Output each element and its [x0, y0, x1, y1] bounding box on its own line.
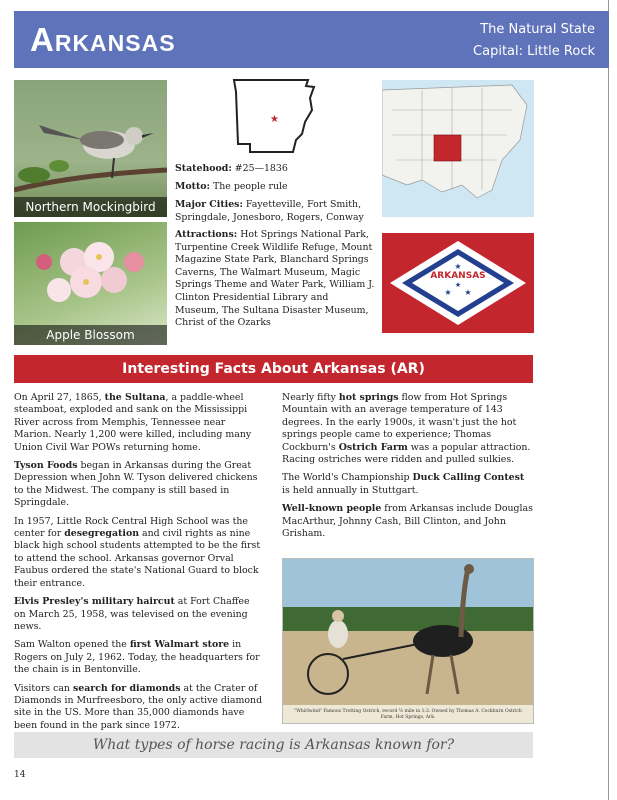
mockingbird-photo: [14, 80, 167, 217]
page-edge: [608, 0, 609, 800]
attractions: [175, 229, 375, 330]
us-location-map: [382, 80, 534, 217]
ostrich-caption: "Whirlwind" Famous Trotting Ostrich, record ½ mile in 1:3. Owned by Thomas A. Cockburn Ostrich Farm, Hot Springs, Ark.: [294, 709, 522, 720]
discussion-question: What types of horse racing is Arkansas known for?: [14, 732, 533, 758]
motto-value: The people rule: [213, 181, 288, 192]
svg-text:★: ★: [454, 281, 462, 289]
ostrich-illustration: [283, 559, 533, 705]
state-nickname: The Natural State: [480, 22, 595, 37]
header-banner: [14, 11, 609, 68]
facts-heading: Interesting Facts About Arkansas (AR): [14, 355, 533, 383]
fact-tyson: Tyson Foods began in Arkansas during the Great Depression when John W. Tyson delivered chickens to the Midwest. The company is still based in Springdale.: [14, 460, 258, 509]
fact-walmart: Sam Walton opened the first Walmart store in Rogers on July 2, 1962. Today, the headquarters for the chain is in Bentonville.: [14, 639, 260, 676]
facts-right-column: [282, 392, 534, 546]
svg-text:★: ★: [270, 114, 279, 125]
page-number: 14: [14, 770, 26, 780]
fact-duck-calling: The World's Championship Duck Calling Contest is held annually in Stuttgart.: [282, 472, 525, 496]
major-cities: [175, 199, 375, 224]
statehood-value: #25—1836: [234, 163, 288, 174]
fact-famous-people: Well-known people from Arkansas include Douglas MacArthur, Johnny Cash, Bill Clinton, and John Grisham.: [282, 503, 533, 540]
flower-caption: Apple Blossom: [14, 325, 167, 345]
facts-left-column: [14, 392, 264, 738]
state-flag: [382, 233, 534, 333]
attractions-label: Attractions:: [175, 229, 238, 240]
fact-diamonds: Visitors can search for diamonds at the Crater of Diamonds in Murfreesboro, the only active diamond site in the US. More than 35,000 diamonds have been found in the park since 1972.: [14, 682, 263, 731]
fact-hot-springs: Nearly fifty hot springs flow from Hot Springs Mountain with an average temperature of 143 degrees. In the early 1900s, it wasn't just the hot springs people came to experience; Thomas Cockburn's Ostrich Farm was a popular attraction. Racing ostriches were ridden and pulled sulkies.: [282, 392, 531, 466]
svg-text:★: ★: [454, 262, 462, 271]
cities-value: Fayetteville, Fort Smith, Springdale, Jonesboro, Rogers, Conway: [175, 199, 364, 223]
flag-text: ARKANSAS: [430, 271, 486, 281]
state-outline-map: [230, 78, 318, 158]
cities-label: Major Cities:: [175, 199, 243, 210]
fact-desegregation: In 1957, Little Rock Central High School was the center for desegregation and civil rights as nine black high school students attempted to be the first to attend the school. Arkansas governor Orval Faubus ordered the state's National Guard to block their entrance.: [14, 515, 261, 589]
ostrich-racing-photo: [282, 558, 534, 724]
statehood-label: Statehood:: [175, 163, 232, 174]
state-capital: Capital: Little Rock: [473, 44, 595, 59]
attractions-value: Hot Springs National Park, Turpentine Creek Wildlife Refuge, Mount Magazine State Park, Blanchard Springs Caverns, The Walmart Museum, Magic Springs Theme and Water Park, William J. Clinton Presidential Library and Museum, The Sultana Disaster Museum, Christ of the Ozarks: [175, 229, 375, 329]
bird-caption: Northern Mockingbird: [14, 197, 167, 217]
apple-blossom-photo: [14, 222, 167, 345]
fact-elvis: Elvis Presley's military haircut at Fort Chaffee on March 25, 1958, was televised on the evening news.: [14, 596, 250, 632]
motto-label: Motto:: [175, 181, 211, 192]
fact-sultana: On April 27, 1865, the Sultana, a paddle-wheel steamboat, exploded and sank on the Mississippi River across from Memphis, Tennessee near Marion. Nearly 1,200 were killed, including many Union Civil War POWs returning home.: [14, 392, 252, 453]
motto-line: [175, 181, 375, 194]
svg-text:★: ★: [464, 288, 472, 297]
statehood-line: [175, 163, 375, 176]
state-title: Arkansas: [30, 21, 176, 58]
svg-text:★: ★: [444, 288, 452, 297]
